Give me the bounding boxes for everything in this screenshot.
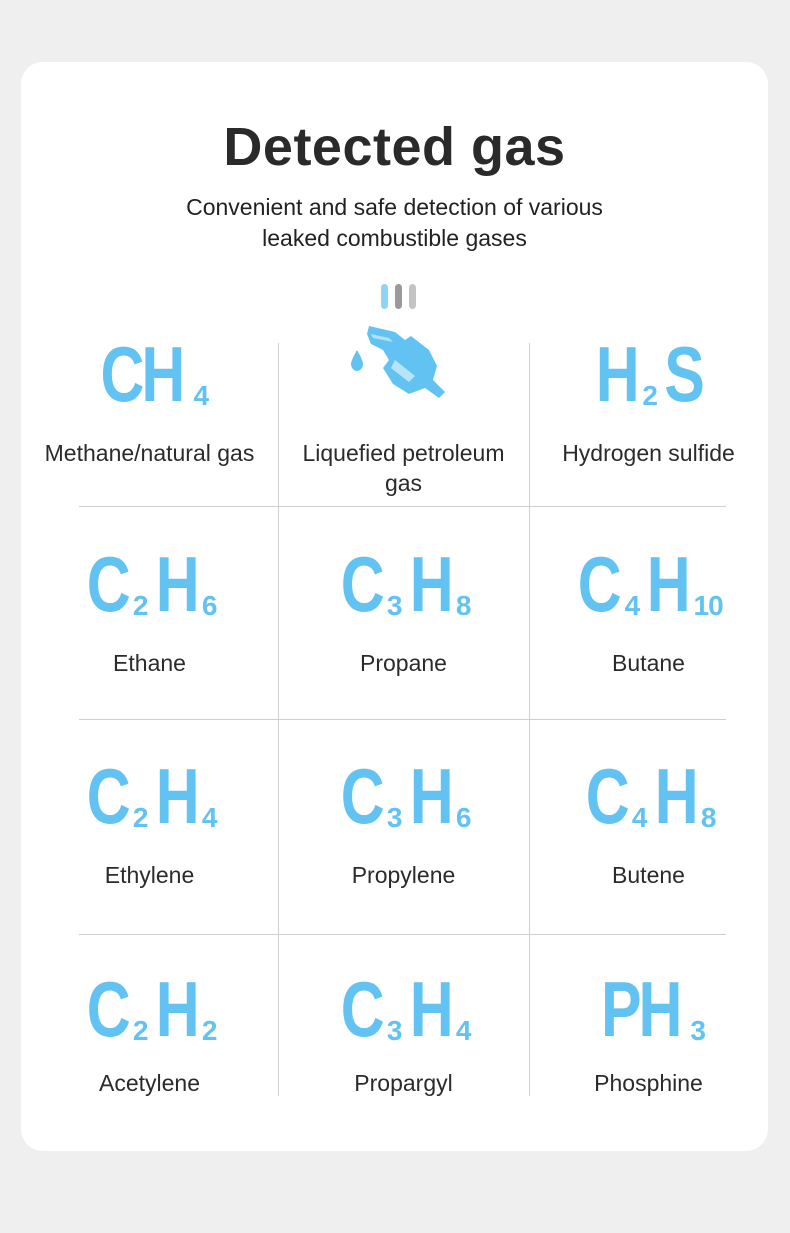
gas-cell: [21, 62, 278, 1151]
formula-symbol: C: [585, 752, 627, 840]
formula-subscript: 4: [193, 380, 209, 411]
formula-subscript: 3: [386, 1015, 402, 1046]
gas-label-line-1: Liquefied petroleum: [302, 440, 505, 466]
formula-symbol: H: [155, 965, 197, 1053]
gas-label-line-1: Hydrogen sulfide: [562, 440, 735, 466]
subtitle-line-1: Convenient and safe detection of various: [186, 194, 603, 220]
formula-subscript: 3: [386, 590, 402, 621]
formula-subscript: 2: [132, 802, 148, 833]
formula-symbol: PH: [601, 965, 680, 1053]
formula-symbol: H: [409, 752, 451, 840]
formula-symbol: C: [86, 540, 128, 628]
formula-symbol: C: [340, 752, 382, 840]
gas-label-line-1: Propargyl: [354, 1070, 453, 1096]
gas-label-line-1: Propylene: [351, 862, 456, 888]
gas-card: [21, 62, 768, 1151]
formula-symbol: C: [578, 540, 619, 628]
formula-subscript: 4: [631, 802, 647, 833]
formula-subscript: 2: [642, 380, 657, 411]
formula-subscript: 4: [455, 1015, 471, 1046]
formula-subscript: 8: [455, 590, 471, 621]
gas-grid: [21, 62, 768, 1151]
formula-symbol: H: [409, 540, 451, 628]
gas-label-line-1: Propane: [360, 650, 447, 676]
formula-subscript: 3: [386, 802, 402, 833]
gas-label-line-1: Acetylene: [98, 1070, 200, 1096]
gas-label-line-1: Ethylene: [104, 862, 195, 888]
formula-symbol: H: [654, 752, 696, 840]
gas-cell: [278, 62, 529, 1151]
formula: [278, 965, 529, 1053]
gas-label-line-1: Butene: [612, 862, 685, 888]
formula-symbol: C: [340, 540, 382, 628]
formula-subscript: 4: [624, 590, 640, 621]
formula-symbol: S: [664, 330, 702, 418]
formula-subscript: 10: [693, 590, 723, 621]
formula-subscript: 2: [132, 590, 148, 621]
formula-symbol: C: [86, 965, 128, 1053]
formula: [21, 965, 278, 1053]
formula-symbol: CH: [100, 330, 183, 418]
formula-subscript: 6: [201, 590, 217, 621]
formula-subscript: 2: [132, 1015, 148, 1046]
formula-subscript: 6: [455, 802, 471, 833]
gas-label: [278, 1068, 529, 1098]
formula: [529, 965, 768, 1053]
formula-subscript: 3: [690, 1015, 705, 1046]
formula-symbol: H: [155, 540, 197, 628]
formula-subscript: 8: [700, 802, 716, 833]
formula-symbol: H: [409, 965, 451, 1053]
gas-label-line-1: Methane/natural gas: [44, 440, 255, 466]
formula-symbol: C: [86, 752, 128, 840]
gas-label-line-1: Phosphine: [594, 1070, 703, 1096]
subtitle-line-2: leaked combustible gases: [262, 225, 527, 251]
formula-subscript: 4: [201, 802, 217, 833]
gas-label: [529, 1068, 768, 1098]
formula-symbol: C: [340, 965, 382, 1053]
page-title: Detected gas: [223, 117, 566, 177]
gas-label-line-2: gas: [384, 470, 423, 496]
gas-label: [21, 1068, 278, 1098]
gas-cell: [529, 62, 768, 1151]
formula-symbol: H: [155, 752, 197, 840]
formula-subscript: 2: [201, 1015, 217, 1046]
formula-symbol: H: [595, 330, 637, 418]
formula-symbol: H: [646, 540, 688, 628]
gas-label-line-1: Ethane: [113, 650, 186, 676]
gas-label-line-1: Butane: [612, 650, 685, 676]
